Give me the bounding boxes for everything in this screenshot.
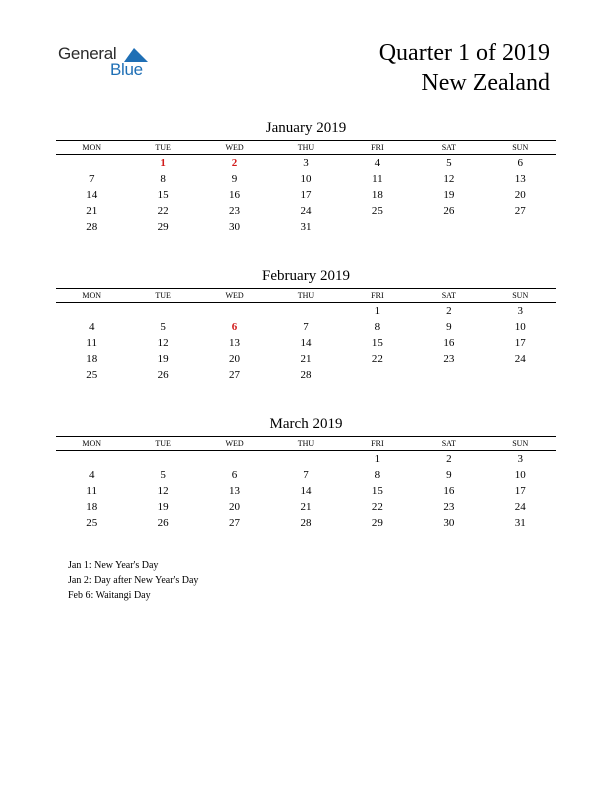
day-cell: 1 [374, 305, 381, 317]
day-cell: 8 [160, 173, 166, 185]
day-cell: 8 [374, 469, 381, 481]
holiday-day-cell: 1 [160, 157, 166, 169]
day-cell: 11 [372, 173, 383, 185]
week-row [56, 483, 556, 499]
day-cell: 21 [300, 353, 312, 365]
week-row [56, 499, 556, 515]
weekday-label: MON [82, 143, 102, 152]
day-cell: 27 [229, 369, 241, 381]
week-row [56, 367, 556, 383]
day-cell: 22 [157, 205, 169, 217]
day-cell [56, 303, 127, 319]
day-cell: 5 [446, 157, 452, 169]
weekday-header [56, 140, 556, 155]
day-cell: 28 [300, 369, 312, 381]
day-cell: 15 [371, 485, 383, 497]
day-cell: 22 [371, 501, 383, 513]
day-cell: 19 [157, 353, 169, 365]
day-cell [56, 451, 127, 467]
weekday-label: TUE [155, 291, 171, 300]
weekday-label: SUN [512, 143, 529, 152]
day-cell: 10 [514, 469, 526, 481]
day-cell: 24 [300, 205, 312, 217]
weekday-label: THU [297, 143, 315, 152]
day-cell: 28 [300, 517, 312, 529]
day-cell: 12 [157, 337, 169, 349]
week-row [56, 187, 556, 203]
day-cell: 25 [86, 517, 98, 529]
day-cell: 7 [88, 173, 95, 185]
day-cell: 4 [88, 469, 95, 481]
holiday-note: Jan 2: Day after New Year's Day [68, 575, 199, 586]
day-cell: 11 [86, 337, 97, 349]
week-row [56, 155, 556, 171]
day-cell [342, 219, 413, 235]
day-cell: 26 [157, 369, 169, 381]
day-cell: 16 [443, 337, 455, 349]
day-cell [270, 303, 341, 319]
holiday-note: Feb 6: Waitangi Day [68, 590, 151, 601]
weekday-label: FRI [371, 143, 384, 152]
month-title: March 2019 [269, 416, 343, 432]
day-cell: 9 [446, 469, 452, 481]
day-cell: 26 [443, 205, 455, 217]
day-cell: 14 [86, 189, 98, 201]
day-cell [127, 451, 198, 467]
weekday-label: WED [225, 143, 244, 152]
day-cell [199, 303, 270, 319]
day-cell: 16 [443, 485, 455, 497]
day-cell: 29 [157, 221, 169, 233]
day-cell: 24 [514, 501, 526, 513]
day-cell: 2 [446, 453, 452, 465]
day-cell [199, 451, 270, 467]
day-cell: 3 [517, 453, 523, 465]
weekday-label: TUE [155, 143, 171, 152]
day-cell [127, 303, 198, 319]
day-cell [270, 451, 341, 467]
month-calendar [56, 414, 556, 531]
day-cell: 21 [300, 501, 312, 513]
day-cell: 23 [229, 205, 241, 217]
weekday-label: MON [82, 439, 102, 448]
day-cell: 10 [300, 173, 312, 185]
weekday-label: FRI [371, 439, 384, 448]
day-cell: 30 [443, 517, 455, 529]
day-cell: 3 [517, 305, 523, 317]
day-cell: 13 [514, 173, 526, 185]
logo-word-general: General [58, 44, 117, 63]
day-cell: 19 [443, 189, 455, 201]
page-title [379, 38, 550, 98]
day-cell [413, 367, 484, 383]
day-cell: 20 [514, 189, 526, 201]
day-cell: 28 [86, 221, 98, 233]
day-cell: 2 [446, 305, 452, 317]
day-cell: 29 [371, 517, 383, 529]
day-cell: 12 [443, 173, 455, 185]
month-calendar [56, 266, 556, 383]
day-cell: 17 [514, 485, 526, 497]
day-cell: 18 [86, 501, 98, 513]
day-cell: 7 [303, 469, 309, 481]
day-cell: 31 [514, 517, 526, 529]
week-row [56, 467, 556, 483]
day-cell [485, 367, 556, 383]
day-cell: 20 [229, 501, 241, 513]
day-cell: 9 [446, 321, 452, 333]
day-cell: 15 [371, 337, 383, 349]
day-cell: 26 [157, 517, 169, 529]
day-cell: 9 [231, 173, 238, 185]
weekday-label: SUN [512, 291, 529, 300]
title-quarter: Quarter 1 of 2019 [378, 40, 550, 66]
day-cell: 17 [300, 189, 312, 201]
weekday-label: WED [225, 291, 244, 300]
day-cell: 10 [514, 321, 526, 333]
day-cell: 13 [229, 485, 241, 497]
weekday-label: THU [297, 291, 315, 300]
day-cell: 27 [229, 517, 241, 529]
day-cell: 22 [371, 353, 383, 365]
day-cell: 23 [443, 353, 455, 365]
weekday-label: WED [225, 439, 244, 448]
day-cell: 20 [229, 353, 241, 365]
day-cell: 19 [157, 501, 169, 513]
weekday-label: SUN [512, 439, 529, 448]
day-cell: 21 [86, 205, 98, 217]
day-cell: 5 [160, 469, 166, 481]
weekday-label: SAT [441, 143, 456, 152]
day-cell: 30 [229, 221, 241, 233]
week-row [56, 351, 556, 367]
day-cell: 27 [514, 205, 526, 217]
day-cell: 4 [374, 157, 381, 169]
day-cell: 23 [443, 501, 455, 513]
day-cell: 25 [371, 205, 383, 217]
day-cell: 14 [300, 485, 312, 497]
weekday-label: THU [297, 439, 315, 448]
holiday-day-cell: 2 [231, 157, 238, 169]
week-row [56, 335, 556, 351]
day-cell: 3 [303, 157, 309, 169]
day-cell: 17 [514, 337, 526, 349]
day-cell: 4 [88, 321, 95, 333]
day-cell: 18 [371, 189, 383, 201]
day-cell: 25 [86, 369, 98, 381]
day-cell [413, 219, 484, 235]
week-row [56, 303, 556, 319]
week-row [56, 451, 556, 467]
weekday-label: SAT [441, 291, 456, 300]
weekday-label: TUE [155, 439, 171, 448]
week-row [56, 219, 556, 235]
day-cell [342, 367, 413, 383]
day-cell: 14 [300, 337, 312, 349]
day-cell: 6 [231, 469, 238, 481]
day-cell: 16 [229, 189, 241, 201]
week-row [56, 171, 556, 187]
day-cell [485, 219, 556, 235]
day-cell: 6 [517, 157, 523, 169]
month-calendar [56, 118, 556, 235]
day-cell: 5 [160, 321, 166, 333]
day-cell: 8 [374, 321, 381, 333]
title-country: New Zealand [421, 70, 550, 96]
day-cell: 11 [86, 485, 97, 497]
weekday-header [56, 288, 556, 303]
day-cell: 31 [300, 221, 312, 233]
generalblue-logo [58, 44, 168, 84]
day-cell: 13 [229, 337, 241, 349]
week-row [56, 319, 556, 335]
month-title: January 2019 [265, 120, 347, 136]
weekday-label: MON [82, 291, 102, 300]
week-row [56, 515, 556, 531]
week-row [56, 203, 556, 219]
day-cell: 12 [157, 485, 169, 497]
weekday-header [56, 436, 556, 451]
day-cell: 7 [303, 321, 309, 333]
holiday-note: Jan 1: New Year's Day [68, 560, 159, 571]
day-cell: 1 [374, 453, 381, 465]
day-cell [56, 155, 127, 171]
logo-word-blue: Blue [110, 60, 143, 79]
weekday-label: SAT [441, 439, 456, 448]
holiday-notes [68, 558, 198, 603]
day-cell: 15 [157, 189, 169, 201]
weekday-label: FRI [371, 291, 384, 300]
holiday-day-cell: 6 [231, 321, 238, 333]
day-cell: 24 [514, 353, 526, 365]
month-title: February 2019 [262, 268, 350, 284]
day-cell: 18 [86, 353, 98, 365]
